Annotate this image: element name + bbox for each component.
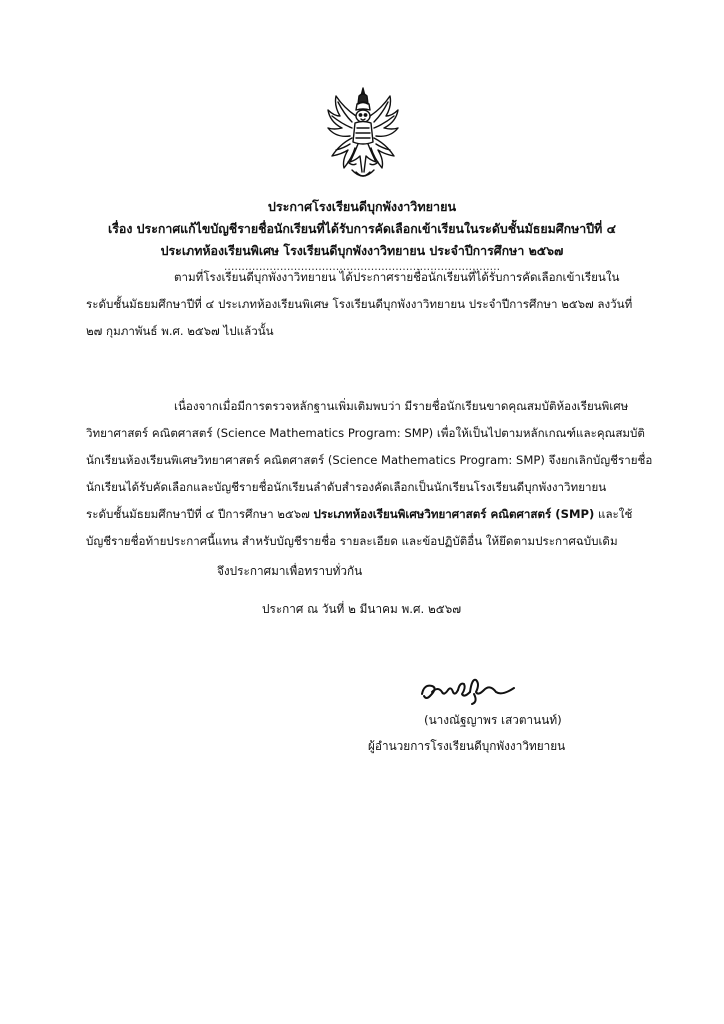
announcement-heading <box>60 196 664 274</box>
signer-name: (นางณัฐญาพร เสวตานนท์) <box>424 713 562 727</box>
program-name-bold: ประเภทห้องเรียนพิเศษวิทยาศาสตร์ คณิตศาสตร์ (SMP) <box>313 507 595 521</box>
heading-line-2: เรื่อง ประกาศแก้ไขบัญชีรายชื่อนักเรียนที่ได้รับการคัดเลือกเข้าเรียนในระดับชั้นมัธยมศึกษาปีที่ ๔ <box>107 221 616 236</box>
closing-statement: จึงประกาศมาเพื่อทราบทั่วกัน <box>217 564 363 578</box>
heading-line-3: ประเภทห้องเรียนพิเศษ โรงเรียนดีบุกพังงาวิทยายน ประจำปีการศึกษา ๒๕๖๗ <box>160 243 564 258</box>
paragraph-2-line-6: บัญชีรายชื่อท้ายประกาศนี้แทน สำหรับบัญชีรายชื่อ รายละเอียด และข้อปฏิบัติอื่น ให้ยึดตามประกาศฉบับเดิม <box>86 534 618 548</box>
body-paragraph-2 <box>86 393 666 555</box>
paragraph-2-line-2: วิทยาศาสตร์ คณิตศาสตร์ (Science Mathematics Program: SMP) เพื่อให้เป็นไปตามหลักเกณฑ์และคุณสมบัติ <box>86 426 645 440</box>
paragraph-2-line-5-end: และใช้ <box>594 507 633 521</box>
body-paragraph-1 <box>86 264 666 345</box>
paragraph-2-line-5 <box>86 501 666 528</box>
heading-line-1: ประกาศโรงเรียนดีบุกพังงาวิทยายน <box>267 199 457 214</box>
announcement-date: ประกาศ ณ วันที่ ๒ มีนาคม พ.ศ. ๒๕๖๗ <box>262 602 462 616</box>
paragraph-2-line-3: นักเรียนห้องเรียนพิเศษวิทยาศาสตร์ คณิตศาสตร์ (Science Mathematics Program: SMP) จึงยกเลิกบัญชีรายชื่อ <box>86 453 653 467</box>
paragraph-1-line-1: ตามที่โรงเรียนดีบุกพังงาวิทยายน ได้ประกาศรายชื่อนักเรียนที่ได้รับการคัดเลือกเข้าเรียนใน <box>174 270 620 284</box>
signature-icon <box>418 672 518 712</box>
garuda-emblem-icon <box>322 86 404 182</box>
paragraph-1-line-3: ๒๗ กุมภาพันธ์ พ.ศ. ๒๕๖๗ ไปแล้วนั้น <box>86 324 274 338</box>
paragraph-2-line-4: นักเรียนได้รับคัดเลือกและบัญชีรายชื่อนักเรียนลำดับสำรองคัดเลือกเป็นนักเรียนโรงเรียนดีบุกพังงาวิทยายน <box>86 480 607 494</box>
paragraph-2-line-1: เนื่องจากเมื่อมีการตรวจหลักฐานเพิ่มเติมพบว่า มีรายชื่อนักเรียนขาดคุณสมบัติห้องเรียนพิเศษ <box>174 399 629 413</box>
paragraph-2-line-5-start: ระดับชั้นมัธยมศึกษาปีที่ ๔ ปีการศึกษา ๒๕๖๗ <box>86 507 314 521</box>
dotted-divider: ............................................................................... <box>223 260 501 273</box>
paragraph-1-line-2: ระดับชั้นมัธยมศึกษาปีที่ ๔ ประเภทห้องเรียนพิเศษ โรงเรียนดีบุกพังงาวิทยายน ประจำปีการศึกษา ๒๕๖๗ ลงวันที่ <box>86 297 633 311</box>
signer-position: ผู้อำนวยการโรงเรียนดีบุกพังงาวิทยายน <box>368 739 566 753</box>
